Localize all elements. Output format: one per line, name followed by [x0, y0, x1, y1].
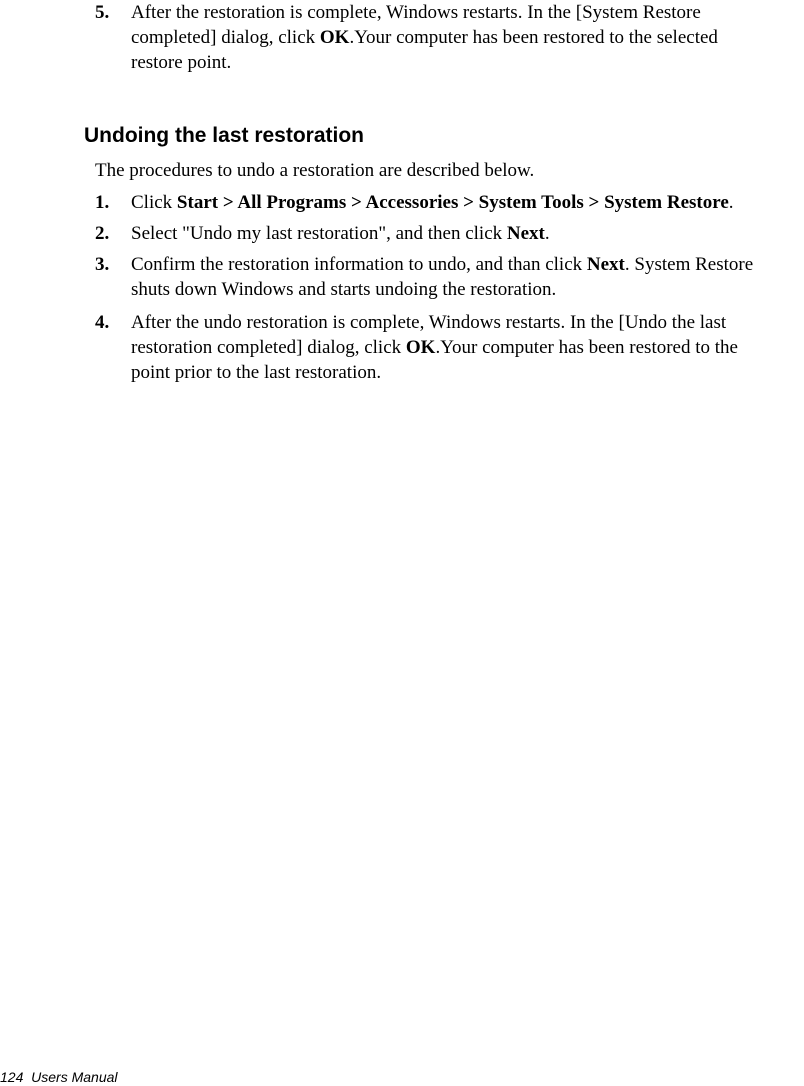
text-run: restoration completed] dialog, click: [131, 337, 406, 358]
page-number: 124: [0, 1069, 24, 1085]
ok-keyword: OK: [319, 27, 350, 48]
step-text: [131, 0, 804, 75]
step-line: [131, 221, 804, 246]
step-line: shuts down Windows and starts undoing the restoration.: [131, 279, 557, 300]
step-number: 5.: [95, 2, 110, 23]
ok-keyword: OK: [405, 337, 436, 358]
step-line: point prior to the last restoration.: [131, 362, 382, 383]
text-run: Click: [131, 192, 177, 213]
text-run: Select "Undo my last restoration", and then click: [131, 223, 507, 244]
next-keyword: Next: [506, 223, 545, 244]
step-1: [95, 190, 804, 215]
text-run: . System Restore: [624, 254, 754, 275]
section-heading: Undoing the last restoration: [84, 124, 365, 147]
text-run: .: [544, 223, 550, 244]
step-line: [131, 190, 804, 215]
manual-title: Users Manual: [31, 1069, 118, 1085]
step-4: [95, 310, 804, 385]
step-line: [131, 335, 804, 360]
next-keyword: Next: [586, 254, 625, 275]
step-text: [131, 252, 804, 302]
page-footer: [0, 1069, 118, 1086]
step-3: [95, 252, 804, 302]
step-number: 4.: [95, 312, 110, 333]
step-line: [131, 25, 804, 50]
text-run: .: [728, 192, 734, 213]
step-line: After the undo restoration is complete, Windows restarts. In the [Undo the last: [131, 312, 727, 333]
text-run: .Your computer has been restored to the selected: [349, 27, 718, 48]
section-intro: The procedures to undo a restoration are described below.: [95, 160, 535, 181]
menu-path: Start > All Programs > Accessories > System Tools > System Restore: [176, 192, 729, 213]
step-line: restore point.: [131, 52, 232, 73]
text-run: Confirm the restoration information to undo, and than click: [131, 254, 587, 275]
step-5: [95, 0, 804, 75]
step-number: 1.: [95, 192, 110, 213]
step-line: After the restoration is complete, Windows restarts. In the [System Restore: [131, 2, 701, 23]
step-text: [131, 190, 804, 215]
step-2: [95, 221, 804, 246]
step-number: 2.: [95, 223, 110, 244]
step-line: [131, 252, 804, 277]
text-run: .Your computer has been restored to the: [435, 337, 738, 358]
text-run: completed] dialog, click: [131, 27, 320, 48]
step-text: [131, 221, 804, 246]
step-number: 3.: [95, 254, 110, 275]
step-text: [131, 310, 804, 385]
